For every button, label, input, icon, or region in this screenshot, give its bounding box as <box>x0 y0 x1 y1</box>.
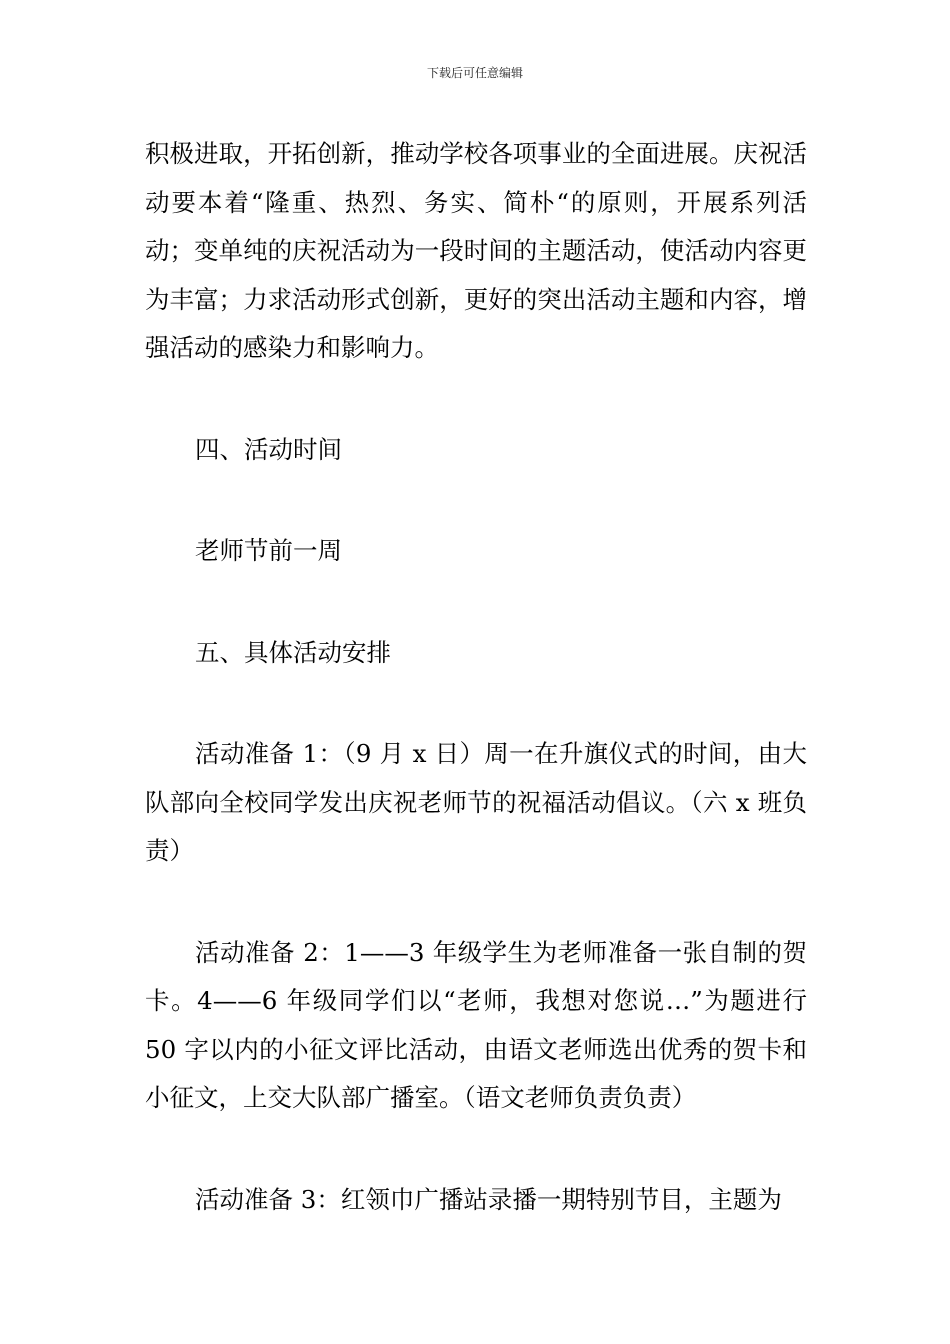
paragraph-preparation-2: 活动准备 2：1——3 年级学生为老师准备一张自制的贺卡。4——6 年级同学们以“老师，我想对您说…”为题进行 50 字以内的小征文评比活动，由语文老师选出优秀的贺卡和小征文，上交大队部广播室。（语文老师负责负责） <box>145 937 807 1112</box>
section-heading-activity-arrangement: 五、具体活动安排 <box>195 637 391 667</box>
paragraph-preparation-3: 活动准备 3：红领巾广播站录播一期特别节目，主题为 <box>195 1184 782 1214</box>
section-heading-activity-time: 四、活动时间 <box>195 434 342 464</box>
page-header: 下载后可任意编辑 <box>426 66 523 80</box>
paragraph-preparation-1: 活动准备 1：（9 月 x 日）周一在升旗仪式的时间，由大队部向全校同学发出庆祝老师节的祝福活动倡议。（六 x 班负责） <box>145 739 807 865</box>
document-body <box>145 130 807 1224</box>
paragraph-activity-time: 老师节前一周 <box>195 536 342 565</box>
paragraph-intro: 积极进取，开拓创新，推动学校各项事业的全面进展。庆祝活动要本着“隆重、热烈、务实、简朴“的原则，开展系列活动；变单纯的庆祝活动为一段时间的主题活动，使活动内容更为丰富；力求活动形式创新，更好的突出活动主题和内容，增强活动的感染力和影响力。 <box>145 139 807 362</box>
